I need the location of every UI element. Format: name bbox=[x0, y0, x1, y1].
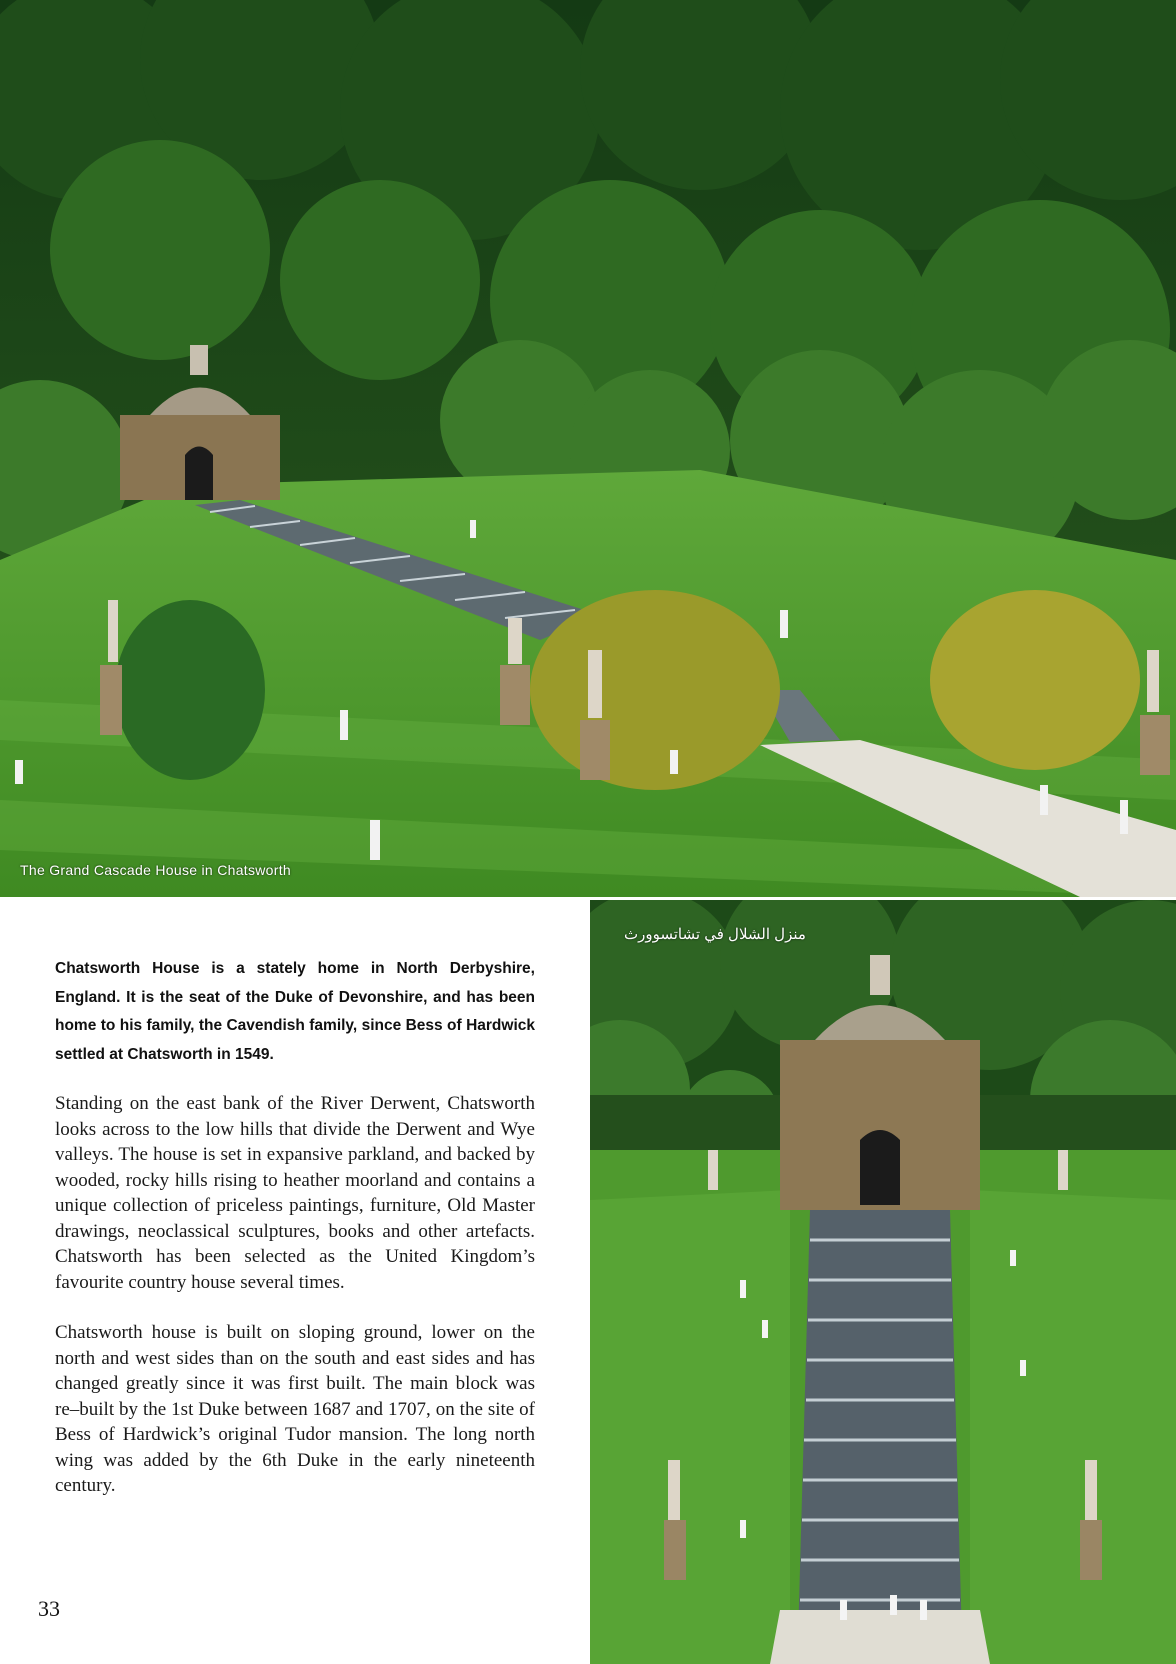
cascade-tall-illustration bbox=[590, 900, 1176, 1664]
photo-grand-cascade-tall bbox=[590, 900, 1176, 1664]
article-text-column bbox=[55, 955, 535, 1499]
photo-caption-right-arabic: منزل الشلال في تشاتسوورث bbox=[624, 926, 806, 943]
page-number: 33 bbox=[38, 1596, 60, 1621]
article-paragraph-history: Chatsworth house is built on sloping ground, lower on the north and west sides than on the south and east sides and has changed greatly since it was first built. The main block was re–built by the 1st Duke between 1687 and 1707, on the site of Bess of Hardwick’s original Tudor mansion. The long north wing was added by the 6th Duke in the early nineteenth century. bbox=[55, 1322, 535, 1496]
article-lead-paragraph: Chatsworth House is a stately home in North Derbyshire, England. It is the seat of the Duke of Devonshire, and has been home to his family, the Cavendish family, since Bess of Hardwick settled at Chatsworth in 1549. bbox=[55, 960, 535, 1063]
article-paragraph-location: Standing on the east bank of the River Derwent, Chatsworth looks across to the low hills that divide the Derwent and Wye valleys. The house is set in expansive parkland, and backed by wooded, rocky hills rising to heather moorland and contains a unique collection of priceless paintings, furniture, Old Master drawings, neoclassical sculptures, books and other artefacts. Chatsworth has been selected as the United Kingdom’s favourite country house several times. bbox=[55, 1093, 535, 1293]
photo-caption-top: The Grand Cascade House in Chatsworth bbox=[20, 862, 292, 878]
